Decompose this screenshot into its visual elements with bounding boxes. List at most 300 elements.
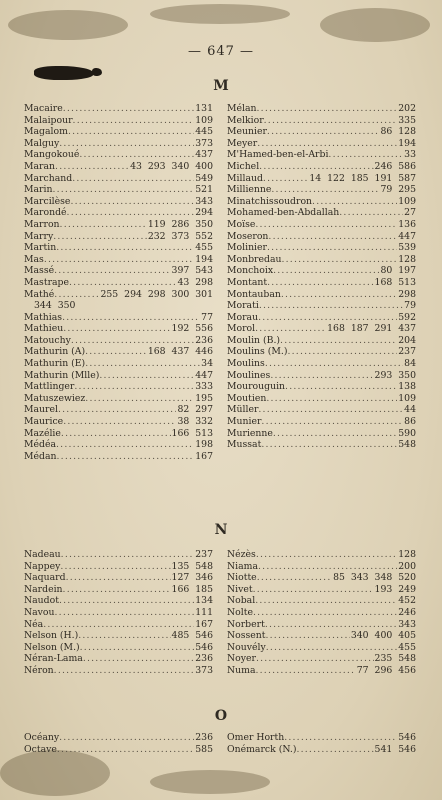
entry-name: Nappey (24, 560, 61, 572)
leader-dots (52, 184, 194, 195)
leader-dots (253, 584, 374, 595)
entry-pages: 298 (398, 288, 416, 300)
index-entry (24, 584, 213, 596)
entry-pages: 447 (195, 369, 213, 381)
index-entry (227, 289, 416, 301)
entry-pages: 193 249 (374, 583, 416, 595)
entry-name: Océany (24, 732, 60, 743)
entry-pages: 455 (195, 242, 213, 254)
stain (150, 770, 270, 794)
index-entry (24, 404, 213, 416)
leader-dots (281, 289, 397, 300)
index-entry (227, 561, 416, 573)
index-entry (24, 653, 213, 665)
entry-pages: 236 (195, 653, 213, 665)
index-entry (24, 381, 213, 393)
entry-name: Moulins (M.) (227, 346, 288, 358)
entry-pages: 166 513 (171, 427, 213, 439)
index-entry (24, 416, 213, 428)
entry-pages: 109 (398, 195, 416, 207)
entry-name: Müller (227, 404, 259, 416)
entry-pages: 77 (201, 311, 213, 323)
index-entry (24, 393, 213, 405)
entry-name: Meunier (227, 126, 267, 138)
entry-name: Marchand (24, 172, 73, 184)
column-o-left (24, 732, 213, 755)
leader-dots (44, 254, 194, 265)
entry-name: Moseron (227, 230, 269, 242)
leader-dots (58, 404, 176, 415)
leader-dots (339, 207, 403, 218)
index-entry (24, 630, 213, 642)
entry-pages: 294 (195, 207, 213, 219)
leader-dots (66, 572, 171, 583)
leader-dots (258, 404, 403, 415)
entry-pages: 485 546 (171, 630, 213, 642)
entry-pages: 590 (398, 427, 416, 439)
index-entry (24, 242, 213, 254)
leader-dots (253, 607, 397, 618)
leader-dots (256, 653, 374, 664)
leader-dots (55, 161, 129, 172)
entry-name: Millienne (227, 184, 272, 196)
leader-dots (281, 254, 397, 265)
index-entry (24, 149, 213, 161)
leader-dots (271, 184, 379, 195)
entry-pages: 539 (398, 242, 416, 254)
entry-pages: 138 (398, 381, 416, 393)
leader-dots (60, 219, 147, 230)
entry-name: Monchoix (227, 265, 274, 277)
entry-pages: 202 (398, 103, 416, 114)
entry-name: Moïse (227, 218, 256, 230)
entry-name: Molinier (227, 242, 267, 254)
index-entry (227, 358, 416, 370)
index-entry (227, 242, 416, 254)
entry-pages: 134 (195, 595, 213, 607)
entry-pages: 232 373 552 (147, 230, 213, 242)
entry-pages: 333 (195, 381, 213, 393)
entry-name: Marin (24, 184, 53, 196)
leader-dots (256, 549, 397, 560)
index-entry (24, 451, 213, 463)
entry-pages: 293 350 (374, 369, 416, 381)
entry-pages: 85 343 348 520 (333, 572, 416, 584)
leader-dots (57, 451, 195, 462)
leader-dots (79, 149, 194, 160)
index-entry (24, 370, 213, 382)
leader-dots (63, 416, 176, 427)
index-entry (227, 300, 416, 312)
entry-name: Matuszewiez (24, 392, 86, 404)
index-entry (227, 196, 416, 208)
entry-name: Mathurin (E) (24, 358, 86, 370)
entry-pages: 43 293 340 400 (130, 160, 213, 172)
index-entry (227, 207, 416, 219)
entry-pages: 195 (195, 392, 213, 404)
leader-dots (273, 265, 379, 276)
leader-dots (57, 744, 194, 755)
entry-name: Maurel (24, 404, 58, 416)
section-letter-n: N (214, 522, 228, 538)
leader-dots (56, 439, 194, 450)
entry-name: Mangokoué (24, 149, 80, 161)
entry-pages: 27 (404, 207, 416, 219)
leader-dots (73, 115, 195, 126)
entry-name: Marry (24, 230, 54, 242)
entry-name: Mazélie (24, 427, 61, 439)
entry-name: Marcilèse (24, 195, 71, 207)
entry-name: Mattlinger (24, 381, 75, 393)
leader-dots (59, 595, 194, 606)
index-entry (24, 665, 213, 677)
entry-pages: 127 346 (171, 572, 213, 584)
column-m-left (24, 103, 213, 462)
entry-pages: 237 (398, 346, 416, 358)
leader-dots (284, 732, 397, 743)
leader-dots (328, 149, 403, 160)
entry-pages: 135 548 (171, 560, 213, 572)
leader-dots (259, 300, 403, 311)
leader-dots (54, 665, 195, 676)
entry-pages: 343 (398, 618, 416, 630)
index-entry (24, 732, 213, 744)
stain (8, 10, 128, 40)
entry-pages: 246 586 (374, 160, 416, 172)
entry-pages: 168 187 291 437 (327, 323, 416, 335)
entry-name: Omer Horth (227, 732, 285, 743)
entry-name: Naquard (24, 572, 66, 584)
entry-name: Morau (227, 311, 259, 323)
index-entry (24, 358, 213, 370)
entry-name: Niama (227, 560, 259, 572)
entry-pages: 237 (195, 549, 213, 560)
entry-name: Mathé (24, 288, 55, 300)
entry-pages: 521 (195, 184, 213, 196)
entry-name: Octave (24, 743, 57, 755)
leader-dots (265, 619, 397, 630)
entry-pages: 167 (195, 618, 213, 630)
entry-pages: 541 546 (374, 743, 416, 755)
leader-dots (255, 665, 355, 676)
index-entry (24, 289, 213, 301)
index-entry (24, 312, 213, 324)
entry-name: Moulins (227, 358, 265, 370)
entry-name: Nardein (24, 583, 63, 595)
index-entry (227, 231, 416, 243)
entry-pages: 82 297 (177, 404, 213, 416)
leader-dots (267, 242, 397, 253)
index-entry (24, 207, 213, 219)
index-entry (24, 184, 213, 196)
entry-pages: 167 (195, 450, 213, 462)
entry-name: Moulines (227, 369, 271, 381)
index-entry (24, 126, 213, 138)
column-m-right (227, 103, 416, 451)
index-entry (227, 323, 416, 335)
leader-dots (258, 312, 397, 323)
entry-pages: 33 (404, 149, 416, 161)
index-entry (227, 312, 416, 324)
entry-pages: 43 298 (177, 276, 213, 288)
leader-dots (255, 219, 397, 230)
index-entry (227, 265, 416, 277)
leader-dots (59, 732, 194, 743)
entry-name: Onémarck (N.) (227, 743, 297, 755)
entry-name: M'Hamed-ben-el-Arbi (227, 149, 329, 161)
entry-name: Mathias (24, 311, 63, 323)
entry-name: Meyer (227, 137, 258, 149)
index-entry (227, 346, 416, 358)
leader-dots (257, 572, 332, 583)
entry-name: Médéa (24, 439, 57, 451)
leader-dots (85, 346, 147, 357)
entry-pages: 373 (195, 137, 213, 149)
leader-dots (61, 428, 171, 439)
leader-dots (69, 277, 176, 288)
index-entry (24, 439, 213, 451)
entry-pages: 86 128 (380, 126, 416, 138)
leader-dots (56, 242, 194, 253)
index-entry (24, 254, 213, 266)
entry-name: Montant (227, 276, 268, 288)
leader-dots (312, 196, 397, 207)
entry-name: Mathurin (A) (24, 346, 86, 358)
leader-dots (266, 642, 398, 653)
index-entry (227, 184, 416, 196)
leader-dots (71, 335, 194, 346)
leader-dots (288, 346, 398, 357)
entry-pages: 236 (195, 334, 213, 346)
leader-dots (270, 370, 373, 381)
leader-dots (68, 126, 194, 137)
entry-name: Nelson (H.) (24, 630, 79, 642)
index-entry (227, 619, 416, 631)
leader-dots (43, 619, 194, 630)
entry-pages: 38 332 (177, 416, 213, 428)
entry-name: Massé (24, 265, 55, 277)
entry-name: Nobal (227, 595, 256, 607)
leader-dots (63, 103, 195, 114)
entry-name: Martin (24, 242, 57, 254)
leader-dots (53, 231, 147, 242)
leader-dots (61, 549, 195, 560)
entry-pages: 373 (195, 664, 213, 676)
index-entry (227, 665, 416, 677)
entry-name: Numa (227, 664, 256, 676)
index-entry (227, 219, 416, 231)
entry-pages: 194 (398, 137, 416, 149)
ink-blot (92, 68, 102, 76)
index-entry (24, 323, 213, 335)
entry-name: Macaire (24, 103, 63, 114)
entry-pages: 585 (195, 743, 213, 755)
leader-dots (268, 231, 397, 242)
entry-pages: 80 197 (380, 265, 416, 277)
leader-dots (85, 393, 194, 404)
index-entry (227, 428, 416, 440)
leader-dots (63, 323, 170, 334)
index-entry (227, 630, 416, 642)
leader-dots (72, 173, 194, 184)
entry-pages: 109 (398, 392, 416, 404)
entry-name: Morol (227, 323, 256, 335)
index-entry (227, 404, 416, 416)
stain (0, 750, 110, 796)
entry-pages: 109 (195, 114, 213, 126)
entry-pages: 168 513 (374, 276, 416, 288)
entry-name: Nelson (M.) (24, 641, 80, 653)
entry-pages: 452 (398, 595, 416, 607)
index-entry (227, 381, 416, 393)
stain (320, 8, 430, 42)
entry-name: Mohamed-ben-Abdallah (227, 207, 340, 219)
entry-name: Millaud (227, 172, 263, 184)
index-entry (227, 584, 416, 596)
leader-dots (263, 173, 308, 184)
entry-pages: 335 (398, 114, 416, 126)
entry-name: Murienne (227, 427, 273, 439)
entry-pages: 447 (398, 230, 416, 242)
index-entry (24, 346, 213, 358)
leader-dots (273, 428, 397, 439)
leader-dots (264, 115, 398, 126)
leader-dots (265, 358, 403, 369)
index-entry (227, 653, 416, 665)
entry-pages: 200 (398, 560, 416, 572)
entry-pages: 235 548 (374, 653, 416, 665)
index-entry (227, 393, 416, 405)
entry-name: Navou (24, 606, 55, 618)
index-entry (24, 196, 213, 208)
leader-dots (62, 312, 200, 323)
leader-dots (257, 103, 398, 114)
index-entry (227, 149, 416, 161)
entry-name: Moulin (B.) (227, 334, 281, 346)
leader-dots (285, 381, 397, 392)
entry-pages: 455 (398, 641, 416, 653)
entry-pages: 128 (398, 549, 416, 560)
leader-dots (267, 126, 380, 137)
leader-dots (259, 161, 373, 172)
index-entry (227, 732, 416, 744)
entry-pages: 343 (195, 195, 213, 207)
index-entry (24, 642, 213, 654)
index-entry (227, 277, 416, 289)
index-entry (24, 115, 213, 127)
entry-name: Michel (227, 160, 260, 172)
entry-pages: 445 (195, 126, 213, 138)
leader-dots (54, 289, 99, 300)
entry-pages: 84 (404, 358, 416, 370)
index-entry (24, 219, 213, 231)
entry-name: Nadeau (24, 549, 61, 560)
leader-dots (63, 584, 171, 595)
entry-pages: 592 (398, 311, 416, 323)
entry-pages: 136 (398, 218, 416, 230)
entry-name: Magalom (24, 126, 68, 138)
entry-name: Niotte (227, 572, 257, 584)
entry-name: Malaipour (24, 114, 73, 126)
leader-dots (267, 277, 373, 288)
index-entry (24, 335, 213, 347)
leader-dots (74, 381, 194, 392)
index-entry (227, 254, 416, 266)
entry-pages: 546 (195, 641, 213, 653)
leader-dots (70, 196, 194, 207)
column-n-left (24, 549, 213, 677)
index-entry (227, 549, 416, 561)
entry-pages: 79 (404, 300, 416, 312)
entry-name: Maran (24, 160, 56, 172)
entry-pages: 246 (398, 606, 416, 618)
entry-pages: 34 (201, 358, 213, 370)
entry-name: Minatchissoudron (227, 195, 313, 207)
leader-dots (99, 370, 194, 381)
leader-dots (54, 265, 170, 276)
index-entry (227, 335, 416, 347)
index-entry (227, 161, 416, 173)
index-entry (24, 428, 213, 440)
column-o-right (227, 732, 416, 755)
index-entry (24, 103, 213, 115)
index-entry (227, 572, 416, 584)
leader-dots (83, 653, 194, 664)
index-entry (227, 173, 416, 185)
leader-dots (80, 642, 195, 653)
index-entry (24, 572, 213, 584)
index-entry (24, 595, 213, 607)
entry-pages: 168 437 446 (147, 346, 213, 358)
leader-dots (78, 630, 170, 641)
entry-name: Mas (24, 253, 44, 265)
entry-pages: 236 (195, 732, 213, 743)
entry-name: Nouvély (227, 641, 266, 653)
entry-pages: 166 185 (171, 583, 213, 595)
leader-dots (257, 138, 397, 149)
entry-name: Nossent (227, 630, 266, 642)
index-entry (24, 619, 213, 631)
leader-dots (261, 416, 403, 427)
entry-pages: 546 (398, 732, 416, 743)
leader-dots (59, 138, 194, 149)
index-entry (24, 277, 213, 289)
entry-name: Mathieu (24, 323, 64, 335)
entry-name: Malguy (24, 137, 60, 149)
entry-name: Marron (24, 218, 60, 230)
index-entry (227, 138, 416, 150)
section-letter-m: M (213, 78, 229, 94)
index-entry (24, 138, 213, 150)
leader-dots (280, 335, 397, 346)
entry-pages: 14 122 185 191 587 (309, 172, 416, 184)
entry-pages: 549 (195, 172, 213, 184)
entry-name: Mussat (227, 439, 262, 451)
entry-name: Maurice (24, 416, 64, 428)
entry-name: Mourouguin (227, 381, 286, 393)
entry-name: Néron (24, 664, 54, 676)
entry-name: Noyer (227, 653, 256, 665)
entry-pages: 194 (195, 253, 213, 265)
entry-name: Mathurin (Mlle) (24, 369, 100, 381)
index-entry (227, 439, 416, 451)
index-entry (227, 103, 416, 115)
entry-pages: 340 400 405 (350, 630, 416, 642)
index-entry (227, 370, 416, 382)
entry-name: Melkior (227, 114, 264, 126)
entry-pages: 44 (404, 404, 416, 416)
index-entry (24, 549, 213, 561)
